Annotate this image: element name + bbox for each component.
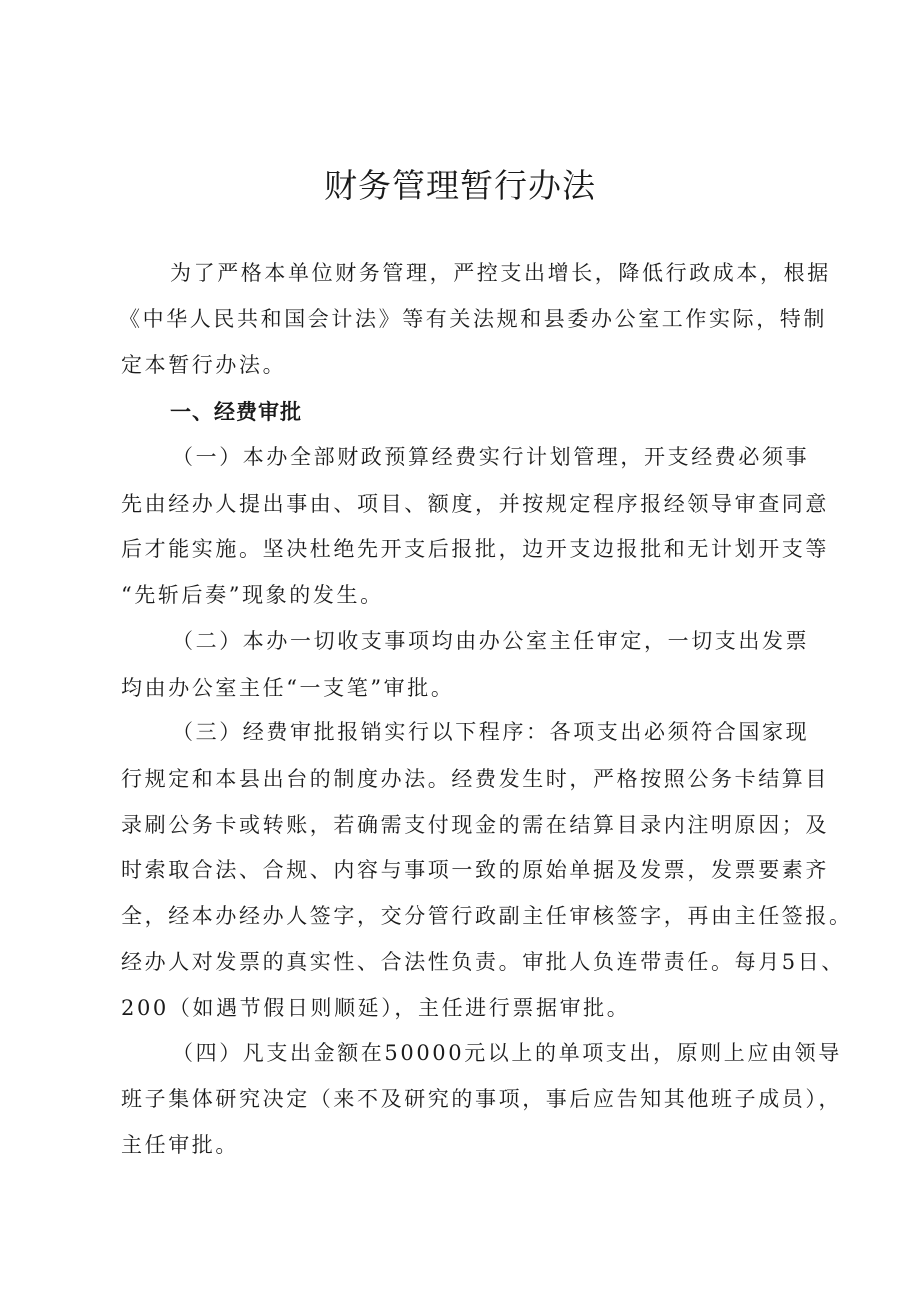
item1-line-2: 先由经办人提出事由、项目、额度，并按规定程序报经领导审查同意 bbox=[121, 492, 829, 516]
item3-line-7: 200（如遇节假日则顺延），主任进行票据审批。 bbox=[121, 996, 631, 1020]
intro-line-1: 为了严格本单位财务管理，严控支出增长，降低行政成本，根据 bbox=[170, 261, 831, 285]
item3-line-6: 经办人对发票的真实性、合法性负责。审批人负连带责任。每月5日、 bbox=[121, 950, 845, 974]
item4-line-2: 班子集体研究决定（来不及研究的事项，事后应告知其他班子成员）， bbox=[121, 1087, 843, 1111]
item2-line-2: 均由办公室主任“一支笔”审批。 bbox=[121, 676, 455, 700]
item1-line-4: “先斩后奏”现象的发生。 bbox=[121, 583, 384, 607]
item3-line-1: （三）经费审批报销实行以下程序：各项支出必须符合国家现 bbox=[172, 720, 810, 744]
item3-line-4: 时索取合法、合规、内容与事项一致的原始单据及发票，发票要素齐 bbox=[121, 858, 829, 882]
item3-line-3: 录刷公务卡或转账，若确需支付现金的需在结算目录内注明原因；及 bbox=[121, 813, 829, 837]
document-title: 财务管理暂行办法 bbox=[324, 166, 596, 205]
section-heading-expense-approval: 一、经费审批 bbox=[170, 400, 302, 424]
item4-line-1: （四）凡支出金额在50000元以上的单项支出，原则上应由领导 bbox=[172, 1041, 842, 1065]
item2-line-1: （二）本办一切收支事项均由办公室主任审定，一切支出发票 bbox=[172, 629, 810, 653]
intro-line-2: 《中华人民共和国会计法》等有关法规和县委办公室工作实际，特制 bbox=[119, 307, 827, 331]
item1-line-3: 后才能实施。坚决杜绝先开支后报批，边开支边报批和无计划开支等 bbox=[121, 537, 829, 561]
item4-line-3: 主任审批。 bbox=[121, 1133, 239, 1157]
item3-line-5: 全，经本办经办人签字，交分管行政副主任审核签字，再由主任签报。 bbox=[121, 904, 853, 928]
item1-line-1: （一）本办全部财政预算经费实行计划管理，开支经费必须事 bbox=[172, 445, 810, 469]
item3-line-2: 行规定和本县出台的制度办法。经费发生时，严格按照公务卡结算目 bbox=[121, 767, 829, 791]
intro-line-3: 定本暂行办法。 bbox=[121, 353, 287, 377]
